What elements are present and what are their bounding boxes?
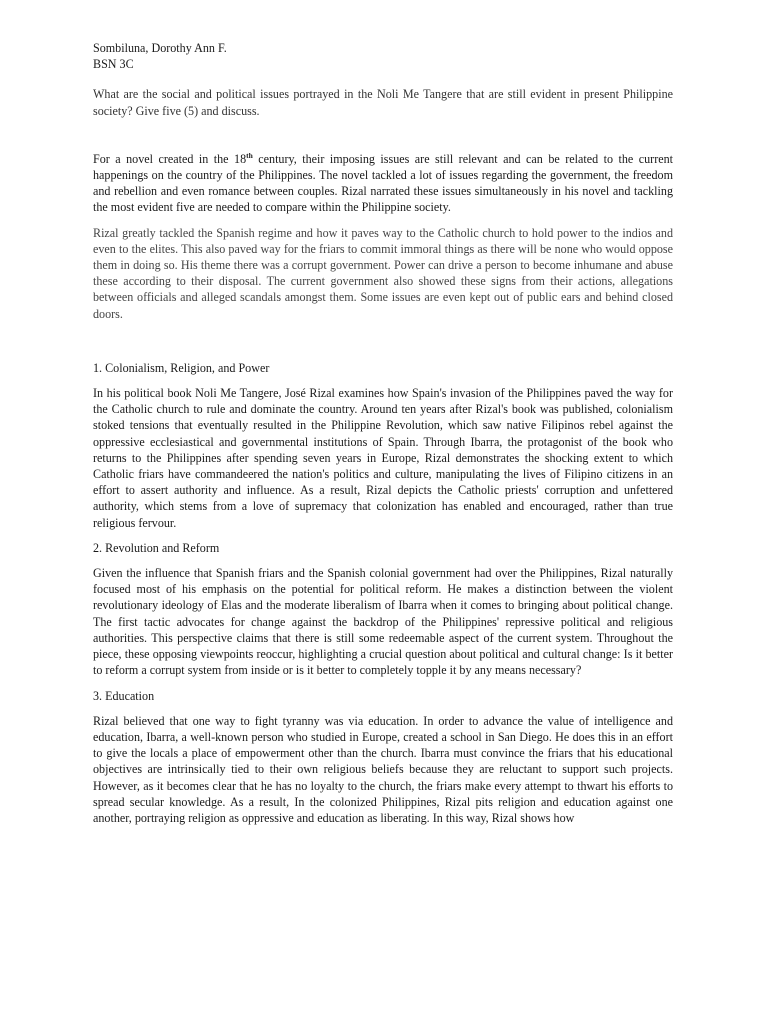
essay-question: What are the social and political issues portrayed in the Noli Me Tangere that are still evident in present Philippine society? Give five (5) and discuss. <box>93 87 673 118</box>
intro-paragraph-2: Rizal greatly tackled the Spanish regime and how it paves way to the Catholic church to hold power to the indios and even to the elites. This also paved way for the friars to commit immoral things as there will be none who would oppose them in doing so. His theme there was a corrupt government. Power can drive a person to become inhumane and abuse these according to their disposal. The current government also showed these signs from their actions, allegations between officials and alleged scandals amongst them. Some issues are even kept out of public ears and behind closed doors. <box>93 225 673 321</box>
section-heading-3: 3. Education <box>93 688 155 703</box>
section-heading-1: 1. Colonialism, Religion, and Power <box>93 360 270 375</box>
section-body-1: In his political book Noli Me Tangere, José Rizal examines how Spain's invasion of the Philippines paved the way for the Catholic church to rule and dominate the country. Around ten years after Rizal's book was published, colonialism stoked tensions that eventually resulted in the Philippine Revolution, which saw native Filipinos rebel against the oppressive ecclesiastical and governmental institutions of Spain. Through Ibarra, the protagonist of the book who returns to the Philippines after spending seven years in Europe, Rizal demonstrates the shocking extent to which Catholic friars have commandeered the nation's politics and culture, manipulating the lives of Filipino citizens in an effort to assert authority and influence. As a result, Rizal depicts the Catholic priests' corruption and unfettered authority, which stems from a love of supremacy that colonization has enabled and encouraged, rather than true religious fervour. <box>93 386 673 530</box>
intro-text-rest: century, their imposing issues are still relevant and can be related to the current happenings on the country of the Philippines. The novel tackled a lot of issues regarding the government, the freedom and rebellion and even romance between couples. Rizal narrated these issues simultaneously in his novel and tackling the most evident five are needed to compare within the Philippine society. <box>93 151 673 215</box>
document-page <box>93 40 673 826</box>
section-heading-2: 2. Revolution and Reform <box>93 540 220 555</box>
section-body-3: Rizal believed that one way to fight tyranny was via education. In order to advance the value of intelligence and education, Ibarra, a well-known person who studied in Europe, created a school in San Diego. He does this in an effort to give the locals a place of empowerment other than the church. Ibarra must convince the friars that his educational objectives are intrinsically tied to their own religious beliefs because they are reluctant to support such projects. However, as it becomes clear that he has no loyalty to the church, the friars make every attempt to thwart his efforts to spread secular knowledge. As a result, In the colonized Philippines, Rizal pits religion and education against one another, portraying religion as oppressive and education as liberating. In this way, Rizal shows how <box>93 713 673 825</box>
ordinal-superscript: th <box>246 150 253 160</box>
intro-text-start: For a novel created in the 18 <box>93 151 247 166</box>
class-section: BSN 3C <box>93 57 134 72</box>
section-body-2: Given the influence that Spanish friars and the Spanish colonial government had over the Philippines, Rizal naturally focused most of his emphasis on the potential for political reform. He makes a distinction between the violent revolutionary ideology of Elas and the moderate liberalism of Ibarra when it comes to bringing about political change. The first tactic advocates for change against the backdrop of the Philippines' repressive political and religious authorities. This perspective claims that there is still some redeemable aspect of the current system. Throughout the piece, these opposing viewpoints reoccur, highlighting a crucial question about political and cultural change: Is it better to reform a corrupt system from inside or is it better to completely topple it by any means necessary? <box>93 566 673 678</box>
author-name: Sombiluna, Dorothy Ann F. <box>93 41 227 55</box>
intro-paragraph-1 <box>93 151 673 216</box>
